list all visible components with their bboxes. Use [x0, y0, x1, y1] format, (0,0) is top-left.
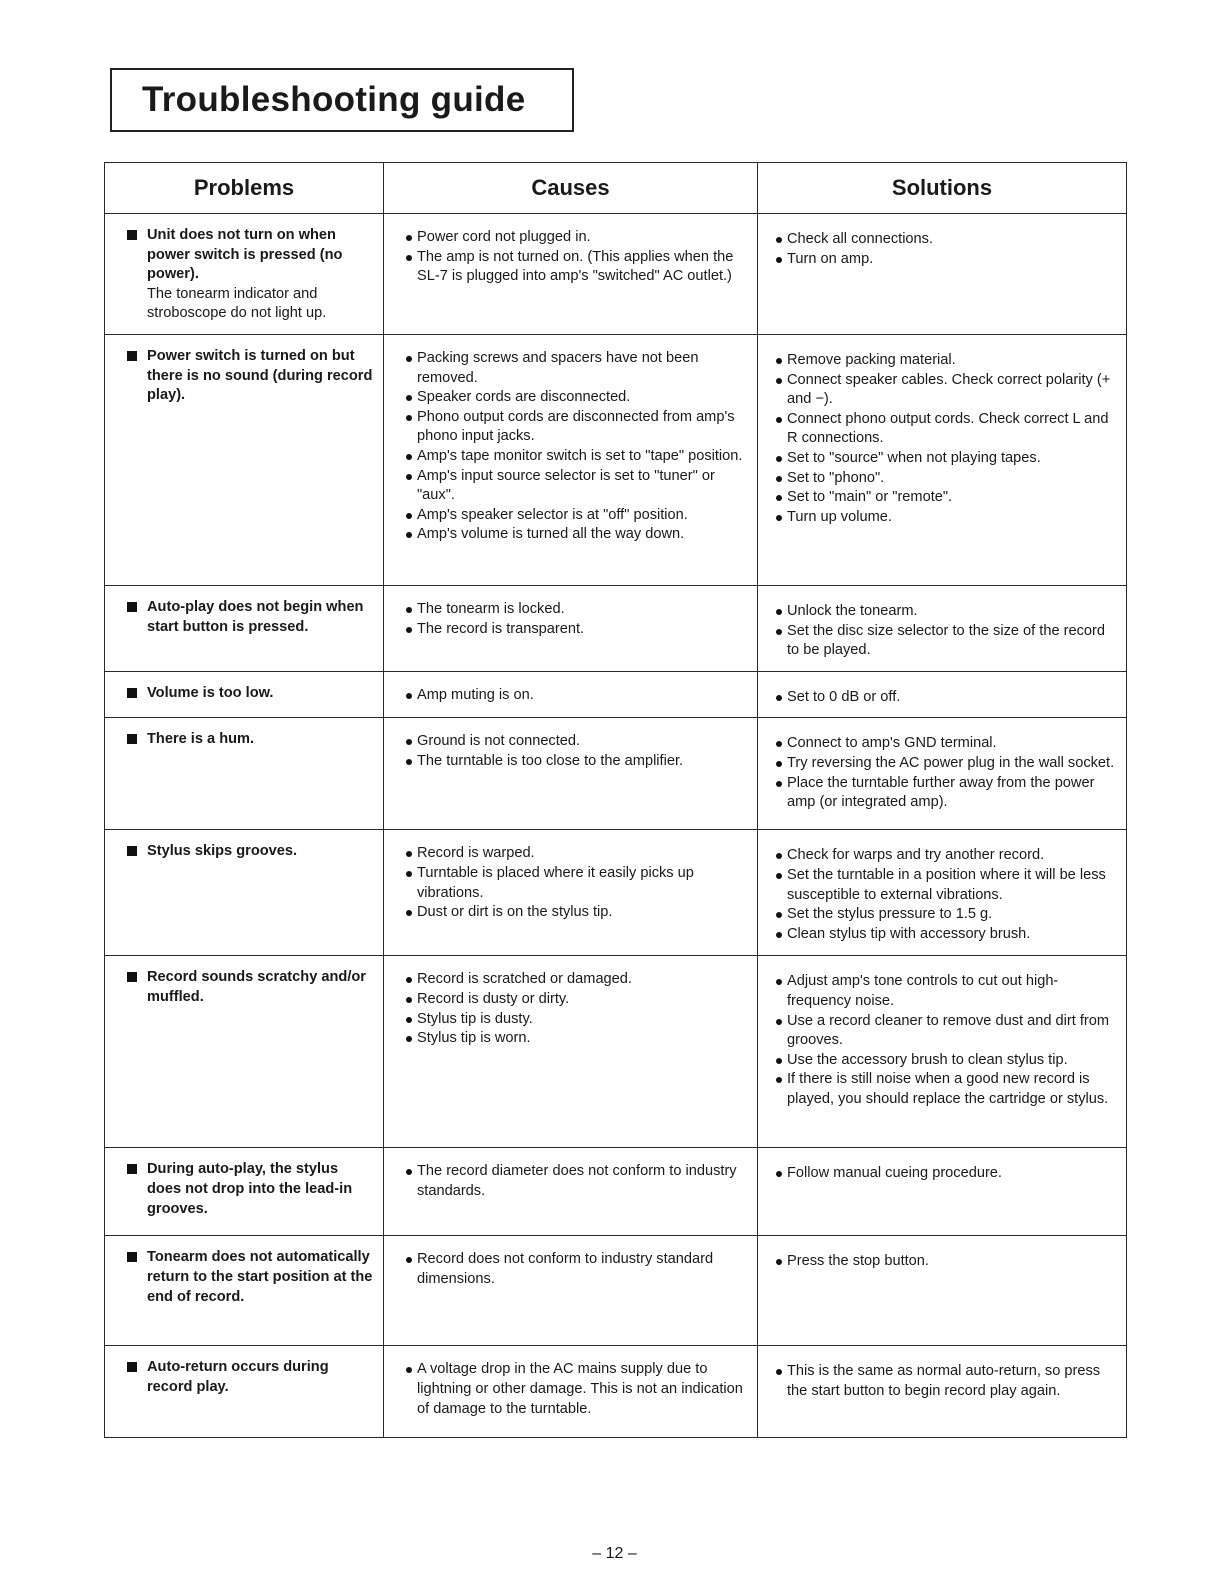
cause-list	[406, 844, 749, 922]
cause-item: The record is transparent.	[406, 620, 749, 640]
solution-list	[776, 688, 1118, 708]
solution-cell	[758, 334, 1127, 585]
solution-cell	[758, 718, 1127, 830]
cause-item: The amp is not turned on. (This applies when the SL-7 is plugged into amp's "switched" AC outlet.)	[406, 248, 749, 287]
table-row	[105, 214, 1127, 335]
square-bullet-icon	[127, 602, 137, 612]
solution-cell	[758, 1346, 1127, 1438]
cause-item: Turntable is placed where it easily picks up vibrations.	[406, 864, 749, 903]
cause-item: Phono output cords are disconnected from amp's phono input jacks.	[406, 408, 749, 447]
solution-item: Set to "phono".	[776, 469, 1118, 489]
cause-list	[406, 1250, 749, 1289]
cause-item: Speaker cords are disconnected.	[406, 388, 749, 408]
page-number: – 12 –	[592, 1545, 637, 1562]
solution-list	[776, 1252, 1118, 1272]
square-bullet-icon	[127, 734, 137, 744]
solution-item: Check all connections.	[776, 230, 1118, 250]
square-bullet-icon	[127, 230, 137, 240]
cause-cell	[384, 956, 758, 1148]
solution-item: Adjust amp's tone controls to cut out high-frequency noise.	[776, 972, 1118, 1011]
solution-item: Use a record cleaner to remove dust and dirt from grooves.	[776, 1012, 1118, 1051]
solution-item: Set the disc size selector to the size of the record to be played.	[776, 622, 1118, 661]
solution-item: Turn up volume.	[776, 508, 1118, 528]
solution-item: Clean stylus tip with accessory brush.	[776, 925, 1118, 945]
solution-list	[776, 1362, 1118, 1401]
solution-cell	[758, 1236, 1127, 1346]
cause-cell	[384, 1148, 758, 1236]
solution-item: Use the accessory brush to clean stylus tip.	[776, 1051, 1118, 1071]
solution-list	[776, 351, 1118, 527]
solution-item: Connect to amp's GND terminal.	[776, 734, 1118, 754]
cause-list	[406, 686, 749, 706]
cause-item: Record is scratched or damaged.	[406, 970, 749, 990]
cause-item: Amp's input source selector is set to "tuner" or "aux".	[406, 467, 749, 506]
cause-list	[406, 228, 749, 287]
problem-cell	[105, 334, 384, 585]
square-bullet-icon	[127, 846, 137, 856]
table-header-row	[105, 163, 1127, 214]
problem-text: Tonearm does not automatically return to the start position at the end of record.	[147, 1249, 373, 1305]
square-bullet-icon	[127, 1164, 137, 1174]
problem-text: There is a hum.	[147, 731, 255, 748]
problem-note: The tonearm indicator and stroboscope do not light up.	[147, 285, 327, 322]
cause-item: Dust or dirt is on the stylus tip.	[406, 903, 749, 923]
cause-cell	[384, 1346, 758, 1438]
solution-item: Follow manual cueing procedure.	[776, 1164, 1118, 1184]
table-row	[105, 956, 1127, 1148]
solution-item: Check for warps and try another record.	[776, 846, 1118, 866]
cause-item: The record diameter does not conform to industry standards.	[406, 1162, 749, 1201]
solution-item: Remove packing material.	[776, 351, 1118, 371]
cause-item: The turntable is too close to the amplifier.	[406, 752, 749, 772]
problem-cell	[105, 956, 384, 1148]
cause-item: The tonearm is locked.	[406, 600, 749, 620]
table-body	[105, 214, 1127, 1438]
cause-cell	[384, 830, 758, 956]
solution-item: Set the stylus pressure to 1.5 g.	[776, 905, 1118, 925]
header-causes: Causes	[384, 163, 758, 214]
title-box	[110, 68, 574, 132]
solution-cell	[758, 830, 1127, 956]
solution-item: Connect speaker cables. Check correct polarity (+ and −).	[776, 371, 1118, 410]
problem-text: Unit does not turn on when power switch is pressed (no power).	[147, 227, 343, 283]
problem-text: Power switch is turned on but there is no sound (during record play).	[147, 347, 373, 404]
header-problems: Problems	[105, 163, 384, 214]
problem-cell	[105, 214, 384, 335]
solution-item: Set to 0 dB or off.	[776, 688, 1118, 708]
cause-list	[406, 970, 749, 1048]
cause-list	[406, 600, 749, 639]
cause-item: Ground is not connected.	[406, 732, 749, 752]
square-bullet-icon	[127, 1252, 137, 1262]
cause-item: Record is dusty or dirty.	[406, 990, 749, 1010]
problem-cell	[105, 718, 384, 830]
cause-cell	[384, 214, 758, 335]
problem-cell	[105, 585, 384, 671]
cause-list	[406, 1162, 749, 1201]
solution-list	[776, 230, 1118, 269]
problem-text: Auto-play does not begin when start button is pressed.	[147, 598, 364, 635]
cause-item: Power cord not plugged in.	[406, 228, 749, 248]
problem-text: Volume is too low.	[147, 684, 274, 701]
solution-list	[776, 1164, 1118, 1184]
table-row	[105, 1346, 1127, 1438]
solution-item: Set the turntable in a position where it will be less susceptible to external vibrations.	[776, 866, 1118, 905]
problem-text: Record sounds scratchy and/or muffled.	[147, 969, 366, 1005]
square-bullet-icon	[127, 1362, 137, 1372]
solution-item: Set to "source" when not playing tapes.	[776, 449, 1118, 469]
table-row	[105, 334, 1127, 585]
cause-item: Packing screws and spacers have not been removed.	[406, 349, 749, 388]
cause-item: Stylus tip is dusty.	[406, 1010, 749, 1030]
cause-list	[406, 349, 749, 545]
solution-item: Try reversing the AC power plug in the wall socket.	[776, 754, 1118, 774]
solution-cell	[758, 671, 1127, 718]
square-bullet-icon	[127, 688, 137, 698]
cause-item: Stylus tip is worn.	[406, 1029, 749, 1049]
cause-item: A voltage drop in the AC mains supply due to lightning or other damage. This is not an indication of damage to the turntable.	[406, 1360, 749, 1419]
solution-cell	[758, 956, 1127, 1148]
solution-item: If there is still noise when a good new record is played, you should replace the cartridge or stylus.	[776, 1070, 1118, 1109]
page-title: Troubleshooting guide	[142, 80, 526, 119]
solution-list	[776, 602, 1118, 661]
table-row	[105, 830, 1127, 956]
problem-cell	[105, 1346, 384, 1438]
solution-item: Unlock the tonearm.	[776, 602, 1118, 622]
table-row	[105, 1148, 1127, 1236]
solution-item: Place the turntable further away from the power amp (or integrated amp).	[776, 774, 1118, 813]
table-row	[105, 1236, 1127, 1346]
solution-list	[776, 734, 1118, 812]
header-solutions: Solutions	[758, 163, 1127, 214]
cause-list	[406, 1360, 749, 1419]
cause-item: Amp's speaker selector is at "off" position.	[406, 506, 749, 526]
solution-cell	[758, 1148, 1127, 1236]
problem-text: Auto-return occurs during record play.	[147, 1359, 329, 1395]
table-row	[105, 671, 1127, 718]
solution-item: Press the stop button.	[776, 1252, 1118, 1272]
solution-item: Connect phono output cords. Check correct L and R connections.	[776, 410, 1118, 449]
solution-item: Set to "main" or "remote".	[776, 488, 1118, 508]
table-row	[105, 585, 1127, 671]
problem-cell	[105, 1236, 384, 1346]
square-bullet-icon	[127, 972, 137, 982]
problem-cell	[105, 830, 384, 956]
problem-cell	[105, 1148, 384, 1236]
cause-item: Record does not conform to industry standard dimensions.	[406, 1250, 749, 1289]
square-bullet-icon	[127, 351, 137, 361]
solution-item: Turn on amp.	[776, 250, 1118, 270]
solution-list	[776, 972, 1118, 1109]
cause-list	[406, 732, 749, 771]
cause-item: Amp's volume is turned all the way down.	[406, 525, 749, 545]
troubleshooting-table	[104, 162, 1127, 1438]
cause-cell	[384, 718, 758, 830]
solution-item: This is the same as normal auto-return, so press the start button to begin record play again.	[776, 1362, 1118, 1401]
table-row	[105, 718, 1127, 830]
cause-item: Record is warped.	[406, 844, 749, 864]
cause-cell	[384, 1236, 758, 1346]
cause-item: Amp's tape monitor switch is set to "tape" position.	[406, 447, 749, 467]
solution-cell	[758, 585, 1127, 671]
solution-list	[776, 846, 1118, 944]
problem-text: During auto-play, the stylus does not drop into the lead-in grooves.	[147, 1161, 353, 1217]
problem-cell	[105, 671, 384, 718]
solution-cell	[758, 214, 1127, 335]
cause-item: Amp muting is on.	[406, 686, 749, 706]
problem-text: Stylus skips grooves.	[147, 843, 298, 860]
cause-cell	[384, 671, 758, 718]
cause-cell	[384, 334, 758, 585]
cause-cell	[384, 585, 758, 671]
